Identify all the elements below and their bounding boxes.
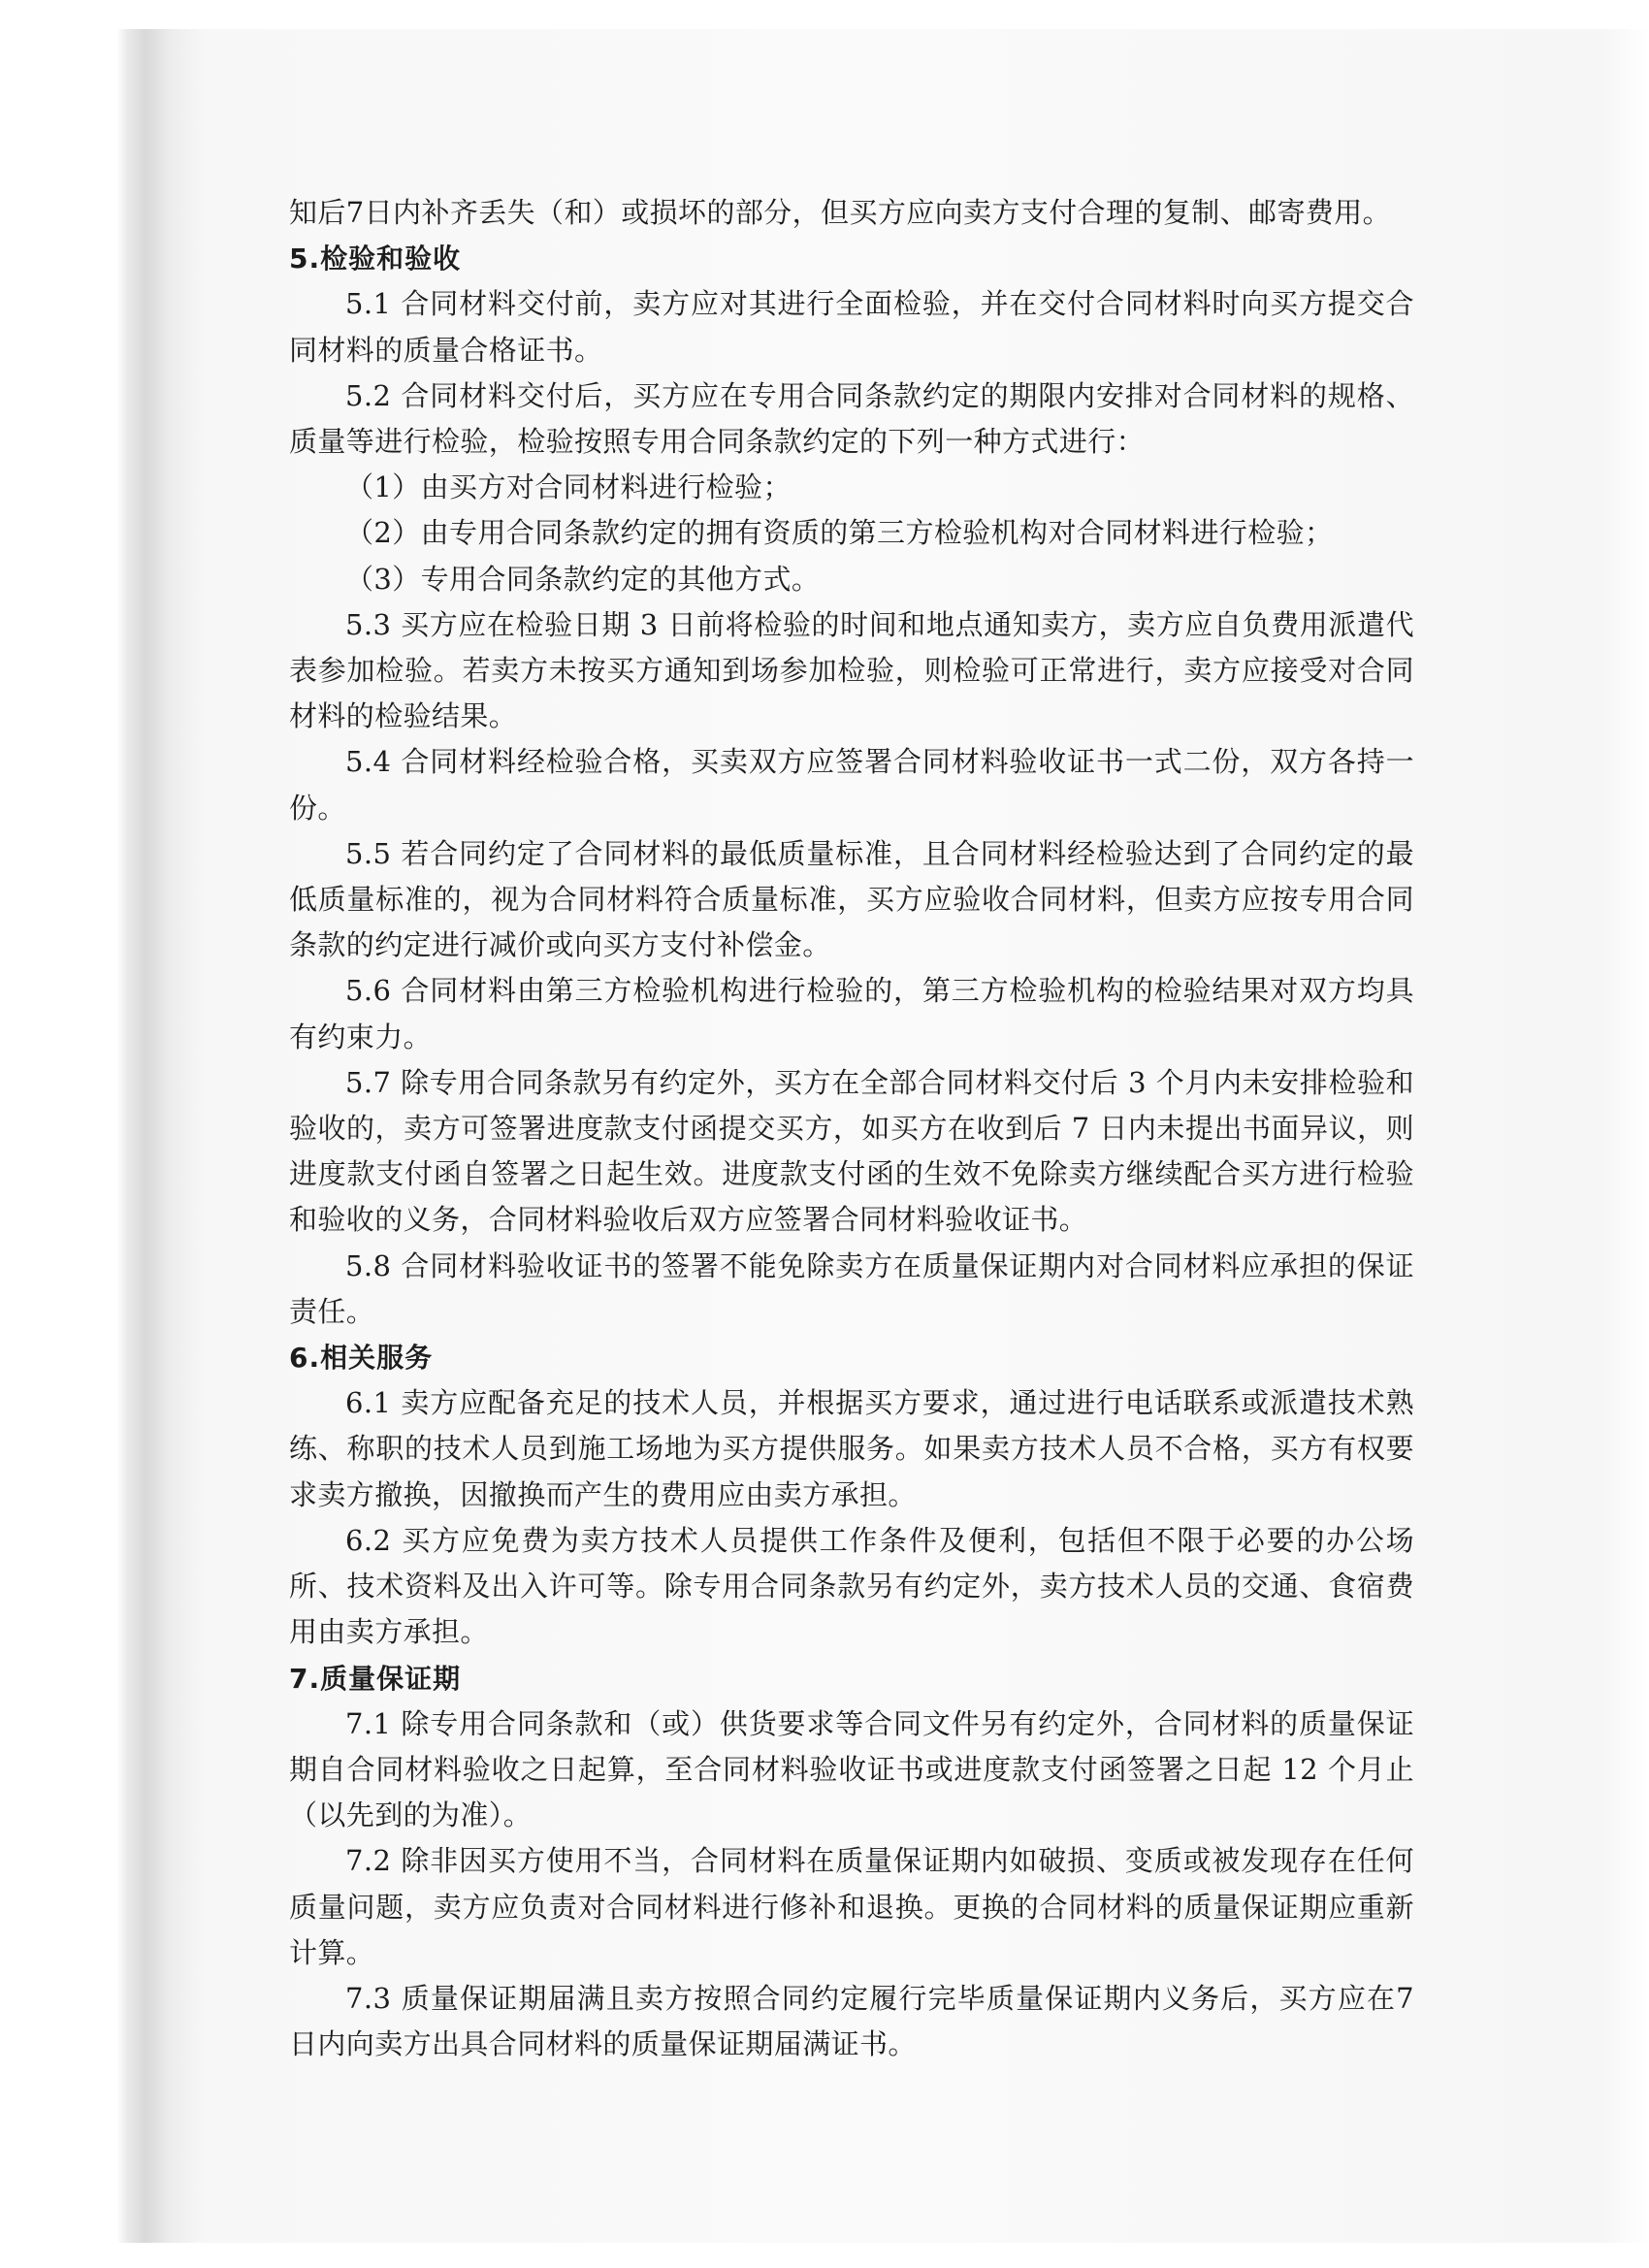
clause-5-5: 5.5 若合同约定了合同材料的最低质量标准，且合同材料经检验达到了合同约定的最低质量标准的，视为合同材料符合质量标准，买方应验收合同材料，但卖方应按专用合同条款的约定进行减价或向买方支付补偿金。 <box>289 836 1414 962</box>
clause-5-2: 5.2 合同材料交付后，买方应在专用合同条款约定的期限内安排对合同材料的规格、质量等进行检验，检验按照专用合同条款约定的下列一种方式进行： <box>289 378 1414 459</box>
clause-5-7: 5.7 除专用合同条款另有约定外，买方在全部合同材料交付后 3 个月内未安排检验和验收的，卖方可签署进度款支付函提交买方，如买方在收到后 7 日内未提出书面异议，则进度款支付函自签署之日起生效。进度款支付函的生效不免除卖方继续配合买方进行检验和验收的义务，合同材料验收后双方应签署合同材料验收证书。 <box>289 1065 1414 1237</box>
document-body <box>289 190 1414 2067</box>
section-heading-7: 7.质量保证期 <box>289 1662 462 1695</box>
paragraph-continued: 知后7日内补齐丢失（和）或损坏的部分，但买方应向卖方支付合理的复制、邮寄费用。 <box>289 196 1392 229</box>
clause-6-1: 6.1 卖方应配备充足的技术人员，并根据买方要求，通过进行电话联系或派遣技术熟练、称职的技术人员到施工场地为买方提供服务。如果卖方技术人员不合格，买方有权要求卖方撤换，因撤换而产生的费用应由卖方承担。 <box>289 1386 1414 1511</box>
clause-5-8: 5.8 合同材料验收证书的签署不能免除卖方在质量保证期内对合同材料应承担的保证责任。 <box>289 1248 1414 1328</box>
clause-7-2: 7.2 除非因买方使用不当，合同材料在质量保证期内如破损、变质或被发现存在任何质量问题，卖方应负责对合同材料进行修补和退换。更换的合同材料的质量保证期应重新计算。 <box>289 1844 1414 1969</box>
clause-5-2-item-1: （1）由买方对合同材料进行检验； <box>345 470 792 504</box>
clause-5-1: 5.1 合同材料交付前，卖方应对其进行全面检验，并在交付合同材料时向买方提交合同材料的质量合格证书。 <box>289 287 1414 367</box>
clause-5-6: 5.6 合同材料由第三方检验机构进行检验的，第三方检验机构的检验结果对双方均具有约束力。 <box>289 974 1414 1053</box>
clause-5-2-item-2: （2）由专用合同条款约定的拥有资质的第三方检验机构对合同材料进行检验； <box>345 516 1334 550</box>
clause-6-2: 6.2 买方应免费为卖方技术人员提供工作条件及便利，包括但不限于必要的办公场所、技术资料及出入许可等。除专用合同条款另有约定外，卖方技术人员的交通、食宿费用由卖方承担。 <box>289 1523 1414 1649</box>
clause-7-3: 7.3 质量保证期届满且卖方按照合同约定履行完毕质量保证期内义务后，买方应在7日内向卖方出具合同材料的质量保证期届满证书。 <box>289 1981 1414 2061</box>
clause-5-3: 5.3 买方应在检验日期 3 日前将检验的时间和地点通知卖方，卖方应自负费用派遣代表参加检验。若卖方未按买方通知到场参加检验，则检验可正常进行，卖方应接受对合同材料的检验结果。 <box>289 607 1414 733</box>
clause-5-2-item-3: （3）专用合同条款约定的其他方式。 <box>345 562 821 596</box>
section-heading-5: 5.检验和验收 <box>289 243 462 275</box>
section-heading-6: 6.相关服务 <box>289 1342 434 1375</box>
clause-5-4: 5.4 合同材料经检验合格，买卖双方应签署合同材料验收证书一式二份，双方各持一份。 <box>289 745 1414 825</box>
clause-7-1: 7.1 除专用合同条款和（或）供货要求等合同文件另有约定外，合同材料的质量保证期自合同材料验收之日起算，至合同材料验收证书或进度款支付函签署之日起 12 个月止（以先到的为准）。 <box>289 1706 1414 1832</box>
